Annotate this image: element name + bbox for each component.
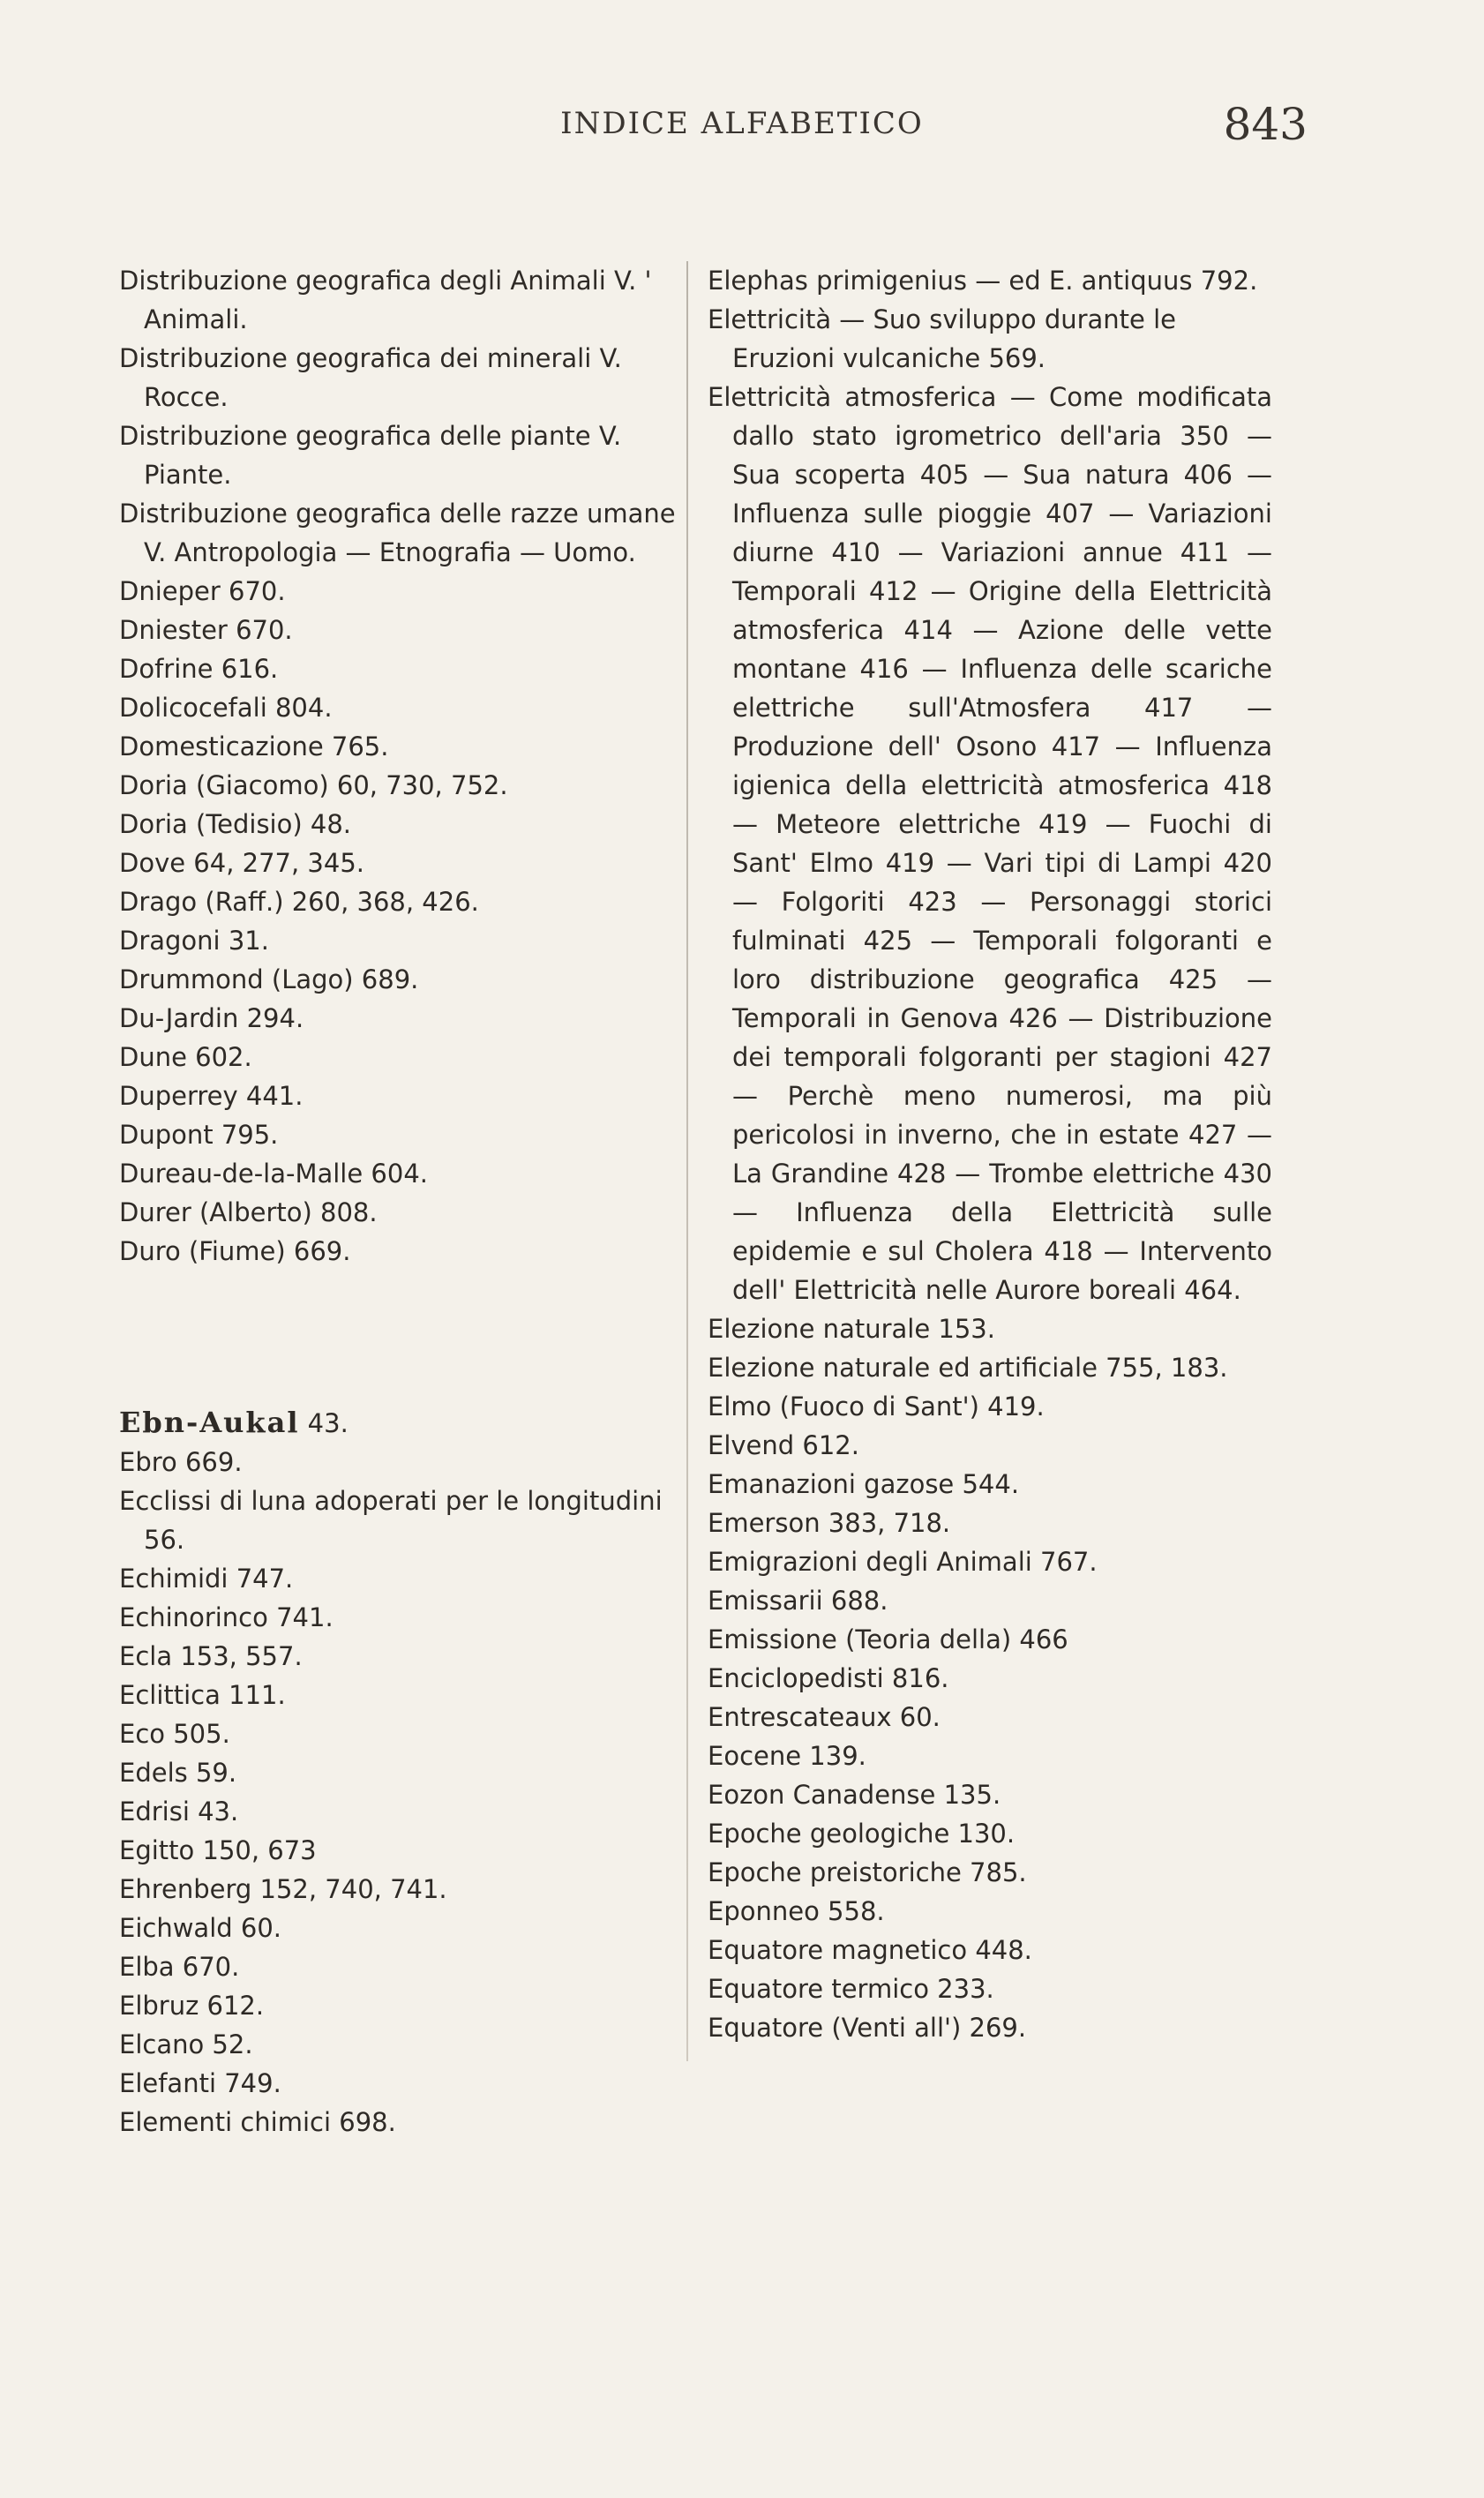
index-entry: Edrisi 43.	[119, 1797, 239, 1827]
index-entry: Dnieper 670.	[119, 576, 286, 606]
index-entry: Drummond (Lago) 689.	[119, 964, 419, 994]
index-entry: Elementi chimici 698.	[119, 2107, 396, 2137]
index-entry: Edels 59.	[119, 1758, 237, 1788]
section-gap	[119, 1271, 684, 1403]
index-entry: Eclittica 111.	[119, 1680, 286, 1710]
index-entry: Eozon Canadense 135.	[708, 1780, 1001, 1810]
index-entry: Drago (Raff.) 260, 368, 426.	[119, 887, 479, 917]
index-entry: Egitto 150, 673	[119, 1835, 317, 1865]
index-entry: Duperrey 441.	[119, 1081, 304, 1111]
index-entry: Equatore (Venti all') 269.	[708, 2013, 1027, 2043]
index-entry: Elettricità — Suo sviluppo durante le Eruzioni vulcaniche 569.	[708, 304, 1177, 373]
index-entry: Distribuzione geografica dei minerali V. Rocce.	[119, 343, 622, 412]
index-entry: Emissarii 688.	[708, 1586, 888, 1616]
index-entry: Ecla 153, 557.	[119, 1641, 303, 1671]
index-entry: Distribuzione geografica delle piante V. Piante.	[119, 421, 622, 490]
index-entry: Elbruz 612.	[119, 1991, 265, 2021]
index-entry: Equatore termico 233.	[708, 1974, 994, 2004]
index-entry-elettricita-atmosferica: Elettricità atmosferica — Come modificata dallo stato igrometrico dell'aria 350 — Sua scoperta 405 — Sua natura 406 — Influenza sulle pioggie 407 — Variazioni diurne 410 — Variazioni annue 411 — Temporali 412 — Origine della Elettricità atmosferica 414 — Azione delle vette montane 416 — Influenza delle scariche elettriche sull'Atmosfera 417 — Produzione dell' Osono 417 — Influenza igienica della elettricità atmosferica 418 — Meteore elettriche 419 — Fuochi di Sant' Elmo 419 — Vari tipi di Lampi 420 — Folgoriti 423 — Personaggi storici fulminati 425 — Temporali folgoranti e loro distribuzione geografica 425 — Temporali in Genova 426 — Distribuzione dei temporali folgoranti per stagioni 427 — Perchè meno numerosi, ma più pericolosi in inverno, che in estate 427 — La Grandine 428 — Trombe elettriche 430 — Influenza della Elettricità sulle epidemie e sul Cholera 418 — Intervento dell' Elettricità nelle Aurore boreali 464.	[708, 382, 1272, 1305]
index-entry: Entrescateaux 60.	[708, 1702, 941, 1732]
index-entry: Dolicocefali 804.	[119, 693, 333, 723]
left-entries-b	[119, 1443, 684, 2142]
index-entry: Elcano 52.	[119, 2029, 253, 2059]
index-entry: Equatore magnetico 448.	[708, 1935, 1032, 1965]
index-entry: Epoche geologiche 130.	[708, 1819, 1016, 1849]
index-entry: Ehrenberg 152, 740, 741.	[119, 1874, 447, 1904]
index-entry: Dupont 795.	[119, 1120, 279, 1150]
index-entry: Eco 505.	[119, 1719, 230, 1749]
index-entry: Eponneo 558.	[708, 1896, 885, 1926]
index-entry: Dofrine 616.	[119, 654, 279, 684]
index-entry: Duro (Fiume) 669.	[119, 1236, 351, 1266]
index-entry: Dureau-de-la-Malle 604.	[119, 1159, 428, 1189]
right-entries-b	[708, 1309, 1272, 2047]
index-entry: Elezione naturale ed artificiale 755, 183.	[708, 1353, 1228, 1383]
running-title: INDICE ALFABETICO	[560, 106, 924, 141]
index-entry: Enciclopedisti 816.	[708, 1663, 949, 1693]
index-entry: Emissione (Teoria della) 466	[708, 1624, 1068, 1654]
index-entry: Elvend 612.	[708, 1430, 859, 1460]
index-entry: Du-Jardin 294.	[119, 1003, 304, 1033]
index-entry: Dune 602.	[119, 1042, 252, 1072]
lettered-name: Ebn-Aukal	[119, 1406, 300, 1439]
index-entry: Durer (Alberto) 808.	[119, 1197, 378, 1227]
index-entry: Echinorinco 741.	[119, 1602, 334, 1632]
index-entry: Elba 670.	[119, 1952, 240, 1982]
index-entry: Elephas primigenius — ed E. antiquus 792.	[708, 266, 1258, 296]
index-entry: Doria (Tedisio) 48.	[119, 809, 352, 839]
page-number: 843	[1223, 99, 1308, 150]
index-entry: Emigrazioni degli Animali 767.	[708, 1547, 1098, 1577]
index-entry: Elezione naturale 153.	[708, 1314, 995, 1344]
index-entry: Distribuzione geografica delle razze umane V. Antropologia — Etnografia — Uomo.	[119, 499, 676, 567]
index-entry: Elmo (Fuoco di Sant') 419.	[708, 1392, 1045, 1422]
index-entry: Ebro 669.	[119, 1447, 243, 1477]
index-entry: Eocene 139.	[708, 1741, 866, 1771]
index-entry: Dniester 670.	[119, 615, 293, 645]
index-entry: Ecclissi di luna adoperati per le longitudini 56.	[119, 1486, 663, 1555]
right-column	[708, 261, 1272, 2047]
index-entry: Elefanti 749.	[119, 2068, 281, 2098]
index-entry: Eichwald 60.	[119, 1913, 281, 1943]
index-entry: Distribuzione geografica degli Animali V. ' Animali.	[119, 266, 652, 334]
index-entry: Emanazioni gazose 544.	[708, 1469, 1020, 1499]
index-entry: Doria (Giacomo) 60, 730, 752.	[119, 770, 508, 800]
right-entries-a	[708, 261, 1272, 378]
column-divider	[686, 261, 688, 2061]
index-entry: Dragoni 31.	[119, 926, 269, 956]
lettered-page: 43.	[299, 1408, 349, 1438]
left-column	[119, 261, 684, 2142]
lettered-entry	[119, 1403, 684, 1443]
page-header	[0, 99, 1484, 159]
left-entries-a	[119, 261, 684, 1271]
index-entry: Echimidi 747.	[119, 1564, 294, 1594]
index-entry: Dove 64, 277, 345.	[119, 848, 364, 878]
index-entry: Epoche preistoriche 785.	[708, 1857, 1027, 1887]
index-entry: Domesticazione 765.	[119, 731, 389, 761]
index-entry: Emerson 383, 718.	[708, 1508, 951, 1538]
